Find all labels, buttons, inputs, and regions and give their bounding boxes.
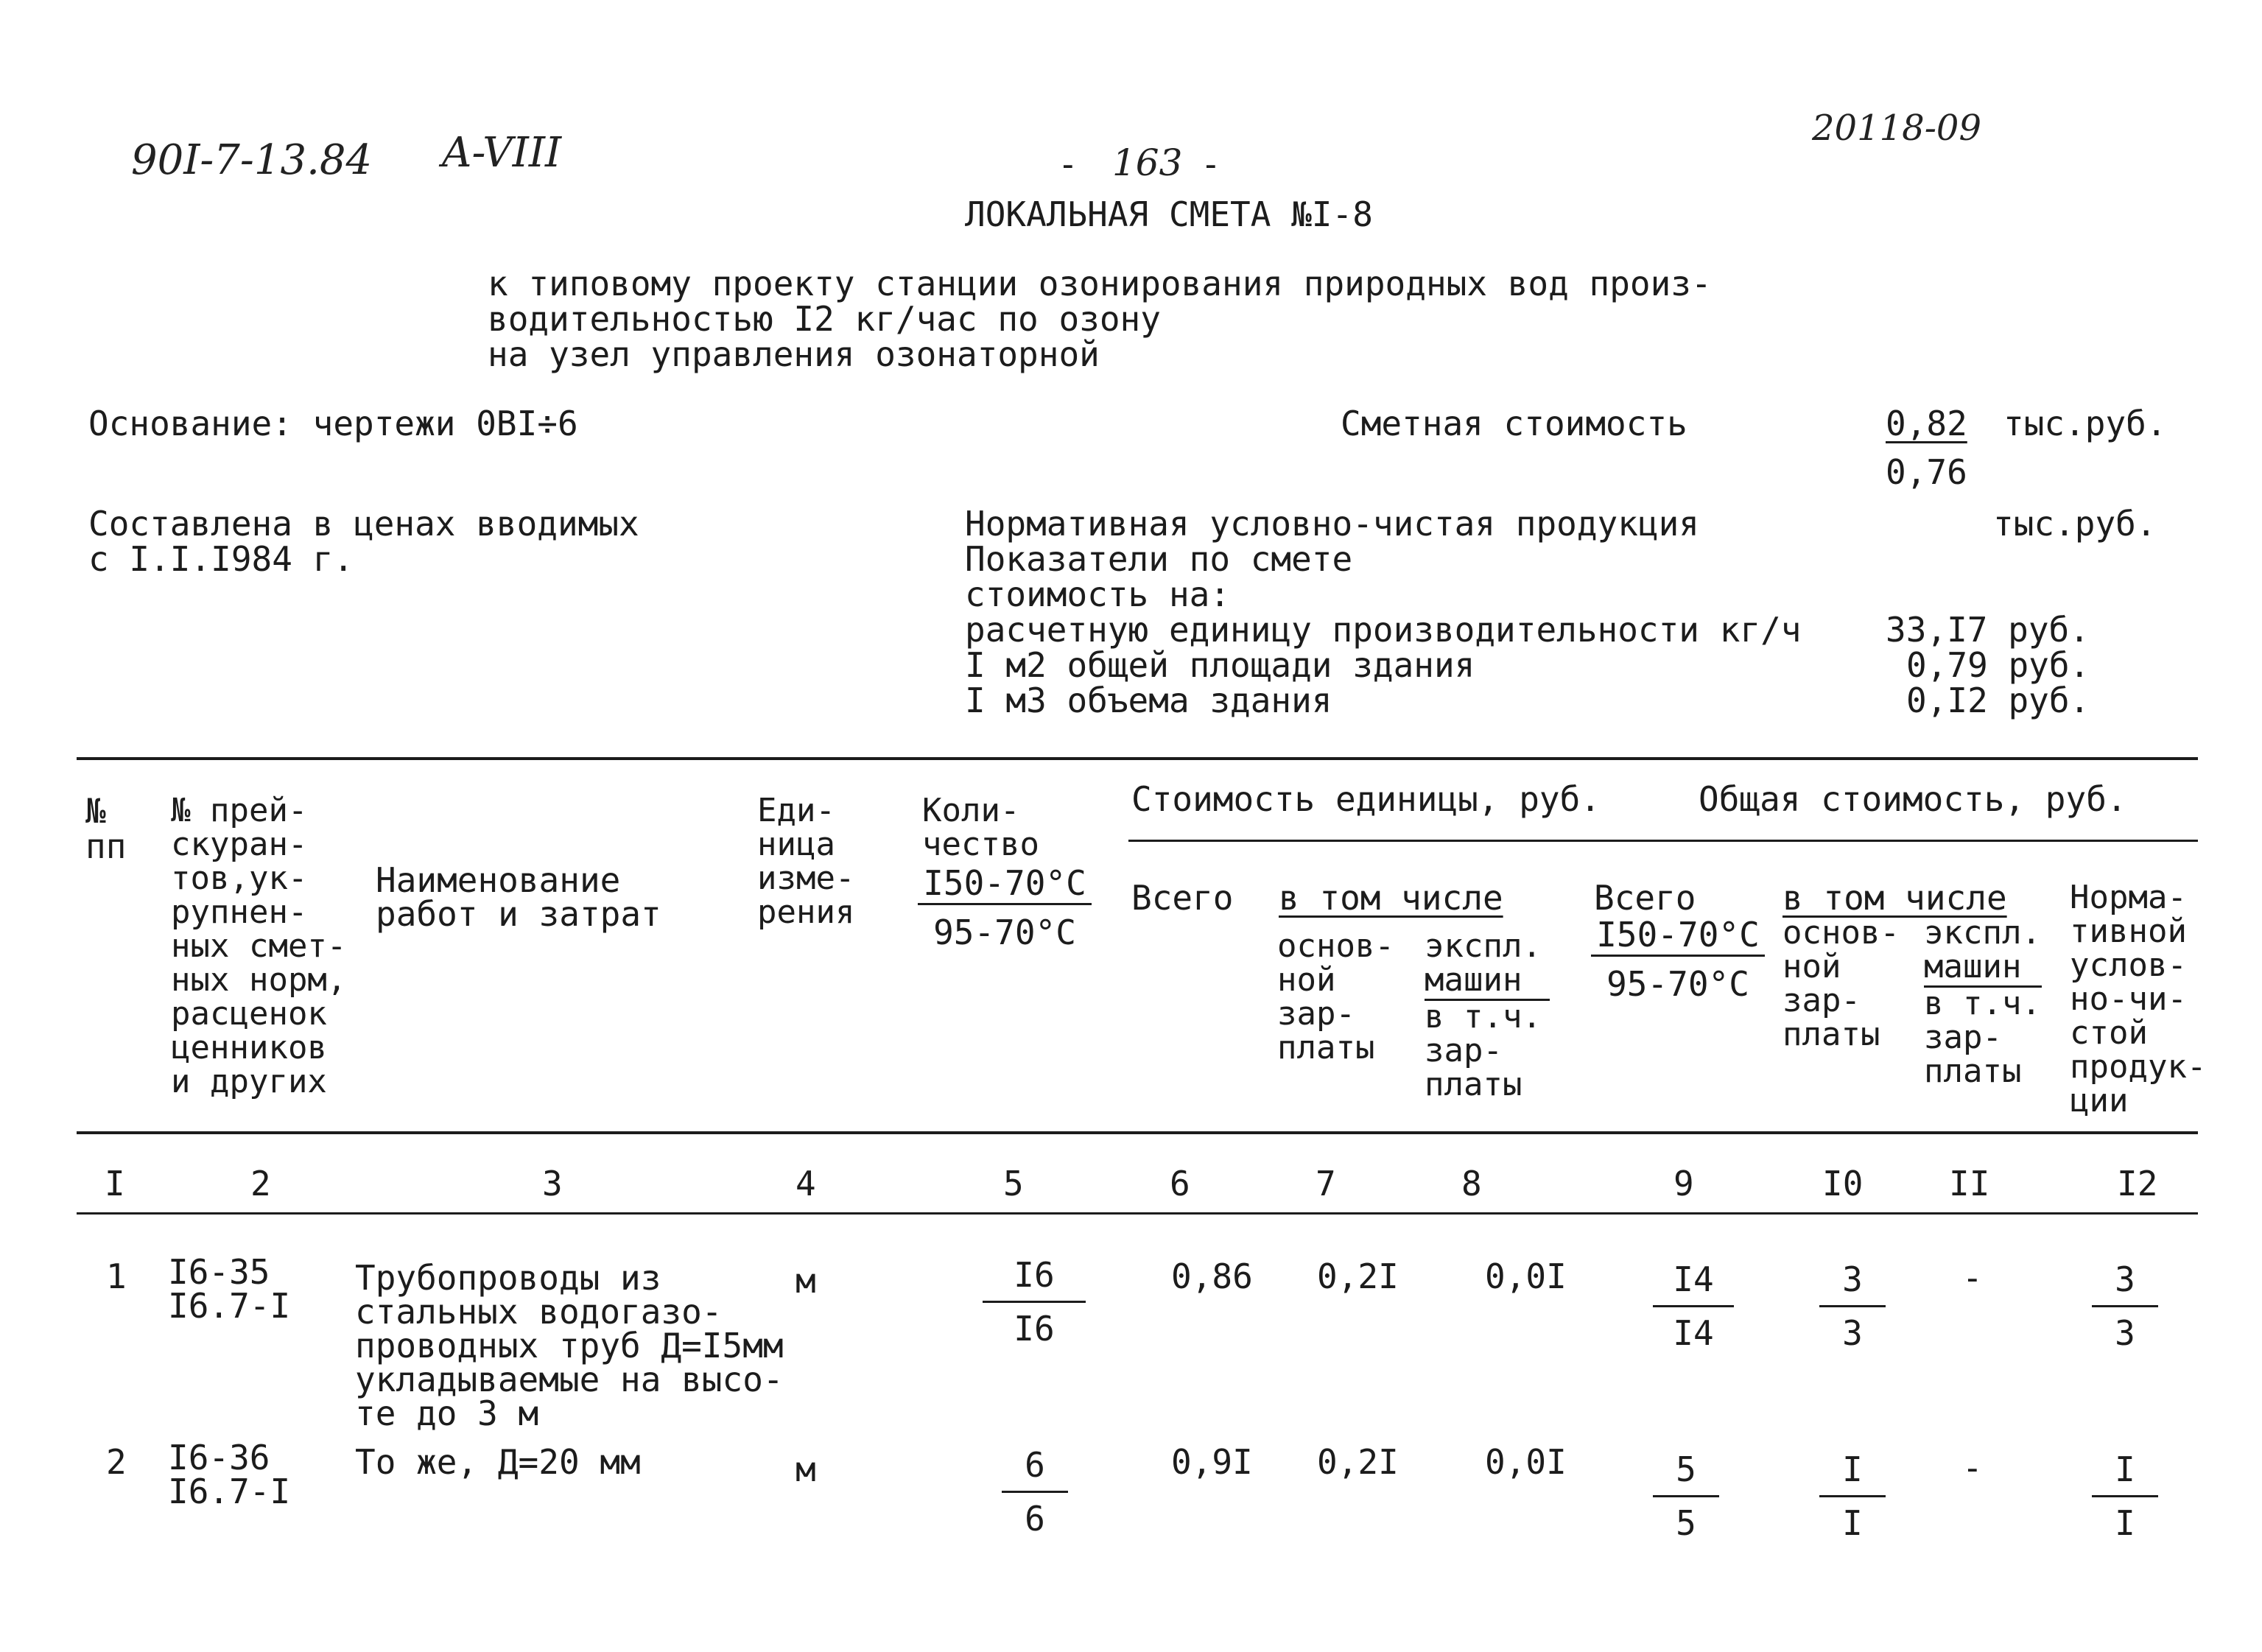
row1-unit-machinery: 0,0I <box>1485 1256 1567 1296</box>
row1-quantity: $\frac{I6}{I6}$ <box>983 1255 1086 1349</box>
page-number-dash-left: - <box>1058 144 1078 184</box>
col1-header-line-1: № <box>85 791 106 831</box>
row1-unit-total: 0,86 <box>1171 1256 1253 1296</box>
estimate-cost-unit: тыс.руб. <box>2003 404 2167 443</box>
col-number-3: 3 <box>542 1164 563 1203</box>
col6-header: Всего <box>1131 878 1234 918</box>
indicator-value-2: 0,79 руб. <box>1906 645 2090 685</box>
compiled-line-1: Составлена в ценах вводимых <box>88 504 639 544</box>
row1-total-machinery: - <box>1962 1258 1983 1298</box>
row2-number: 2 <box>106 1442 127 1482</box>
row1-code: I6-35 I6.7-I <box>168 1252 291 1326</box>
row2-total-wage: $\frac{I}{I}$ <box>1819 1449 1886 1543</box>
col8-header-top: экспл. машин <box>1425 927 1542 999</box>
row2-code: I6-36 I6.7-I <box>168 1438 291 1511</box>
col10-header: основ- ной зар- платы <box>1782 914 1900 1053</box>
col4-header: Еди- ница изме- рения <box>757 792 855 931</box>
doc-number: 20118-09 <box>1812 108 1981 149</box>
page-number: 163 <box>1112 141 1183 184</box>
col12-header: Норма- тивной услов- но-чи- стой продук- ции <box>2070 879 2207 1120</box>
col1-header-line-2: пп <box>85 826 127 866</box>
col-number-1: I <box>105 1164 125 1203</box>
indicator-value-3: 0,I2 руб. <box>1906 681 2090 720</box>
estimate-cost-value: 0,82 <box>1886 404 1967 443</box>
col5-header-top: Коли- чество <box>922 792 1039 863</box>
col11-header-top: экспл. машин <box>1924 914 2041 985</box>
col-number-12: I2 <box>2117 1164 2158 1203</box>
row1-total: $\frac{I4}{I4}$ <box>1653 1259 1734 1353</box>
col9-header-top: Всего <box>1594 878 1696 918</box>
unit-cost-group-header: Стоимость единицы, руб. <box>1131 779 1601 819</box>
row1-normative: $\frac{3}{3}$ <box>2092 1259 2158 1353</box>
subtitle-line-2: водительностью I2 кг/час по озону <box>488 299 1161 339</box>
indicators-line-5: I м3 объема здания <box>965 681 1332 720</box>
col-number-7: 7 <box>1316 1164 1336 1203</box>
col-number-2: 2 <box>250 1164 271 1203</box>
col3-header: Наименование работ и затрат <box>376 860 661 934</box>
col5-header-fraction: I50-70°С 95-70°С <box>918 863 1092 952</box>
compiled-line-2: с I.I.I984 г. <box>88 539 354 579</box>
col-number-10: I0 <box>1822 1164 1864 1203</box>
col-number-6: 6 <box>1170 1164 1190 1203</box>
col-number-8: 8 <box>1461 1164 1482 1203</box>
normative-unit: тыс.руб. <box>1993 504 2157 544</box>
col-numbers-rule <box>77 1212 2198 1215</box>
col-number-5: 5 <box>1003 1164 1024 1203</box>
album-number: A-VIII <box>442 129 562 177</box>
row2-name: То же, Д=20 мм <box>355 1442 641 1482</box>
indicators-line-2: стоимость на: <box>965 574 1231 614</box>
row2-unit: м <box>795 1449 816 1489</box>
table-top-rule <box>77 757 2198 760</box>
row2-quantity: $\frac{6}{6}$ <box>1002 1445 1068 1539</box>
col11-header-bottom: в т.ч. зар- платы <box>1924 985 2041 1090</box>
cost-group-rule <box>1128 840 2198 842</box>
indicator-value-1: 33,I7 руб. <box>1886 610 2090 650</box>
row1-number: 1 <box>106 1256 127 1296</box>
row2-total-machinery: - <box>1962 1448 1983 1488</box>
row2-unit-wage: 0,2I <box>1317 1442 1399 1482</box>
row2-unit-total: 0,9I <box>1171 1442 1253 1482</box>
row1-unit: м <box>795 1261 816 1301</box>
total-cost-group-header: Общая стоимость, руб. <box>1699 779 2127 819</box>
col2-header: № прей- скуран- тов,ук- рупнен- ных смет- ных норм, расценок ценников и других <box>171 792 347 1100</box>
page-title: ЛОКАЛЬНАЯ СМЕТА №I-8 <box>965 194 1373 234</box>
indicators-line-1: Показатели по смете <box>965 539 1353 579</box>
row1-unit-wage: 0,2I <box>1317 1256 1399 1296</box>
indicators-line-3: расчетную единицу производительности кг/ч <box>965 610 1802 650</box>
indicators-line-4: I м2 общей площади здания <box>965 645 1475 685</box>
normative-label: Нормативная условно-чистая продукция <box>965 504 1699 544</box>
incl-unit-header: в том числе <box>1279 878 1503 918</box>
subtitle-line-1: к типовому проекту станции озонирования природных вод произ- <box>488 264 1712 303</box>
col-number-9: 9 <box>1673 1164 1694 1203</box>
col7-header: основ- ной зар- платы <box>1277 927 1394 1066</box>
col-number-4: 4 <box>795 1164 816 1203</box>
header-bottom-rule <box>77 1131 2198 1134</box>
estimate-cost-label: Сметная стоимость <box>1341 404 1687 443</box>
row1-total-wage: $\frac{3}{3}$ <box>1819 1259 1886 1353</box>
row2-total: $\frac{5}{5}$ <box>1653 1449 1719 1543</box>
project-code: 90I-7-13.84 <box>131 136 373 184</box>
row1-name: Трубопроводы из стальных водогазо- проводных труб Д=I5мм укладываемые на высо- те до 3 м <box>355 1258 784 1433</box>
page-number-dash-right: - <box>1201 144 1221 184</box>
row2-normative: $\frac{I}{I}$ <box>2092 1449 2158 1543</box>
col8-header-bottom: в т.ч. зар- платы <box>1425 998 1542 1103</box>
row2-unit-machinery: 0,0I <box>1485 1442 1567 1482</box>
subtitle-line-3: на узел управления озонаторной <box>488 334 1100 374</box>
incl-total-header: в том числе <box>1782 878 2007 918</box>
col9-header-fraction: I50-70°С 95-70°С <box>1591 915 1765 1004</box>
basis-drawings: Основание: чертежи 0ВI÷6 <box>88 404 578 443</box>
estimate-cost-alt-value: 0,76 <box>1886 452 1967 492</box>
col-number-11: II <box>1949 1164 1990 1203</box>
